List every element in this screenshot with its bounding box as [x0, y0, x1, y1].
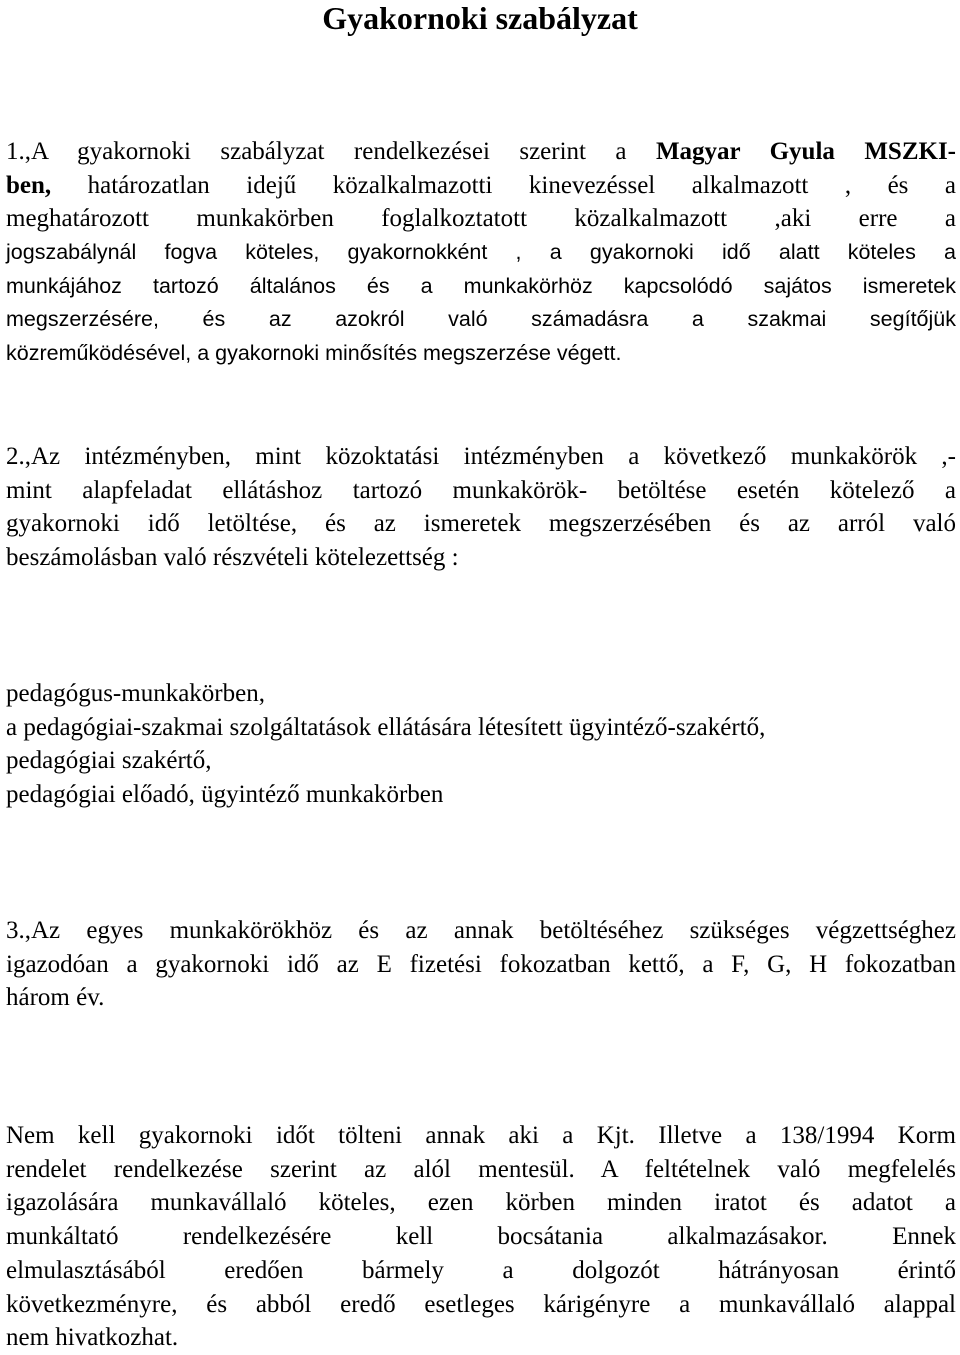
- list-item: pedagógus-munkakörben,: [6, 680, 265, 707]
- paragraph-1-line: [6, 169, 956, 203]
- paragraph-4-line: rendelet rendelkezése szerint az alól mentesül. A feltételnek való megfelelés: [6, 1155, 956, 1183]
- list-item: pedagógiai előadó, ügyintéző munkakörben: [6, 781, 444, 809]
- paragraph-1-line: megszerzésére, és az azokról való számadásra a szakmai segítőjük: [6, 307, 956, 332]
- paragraph-1-line: meghatározott munkakörben foglalkoztatott közalkalmazott ,aki erre a: [6, 205, 956, 233]
- paragraph-4-line: nem hivatkozhat.: [6, 1324, 179, 1352]
- paragraph-4-line: következményre, és abból eredő esetleges kárigényre a munkavállaló alappal: [6, 1290, 956, 1318]
- organization-name: Magyar Gyula MSZKI-: [655, 138, 956, 165]
- list-item: pedagógiai szakértő,: [6, 747, 212, 775]
- paragraph-4-line: elmulasztásából eredően bármely a dolgozót hátrányosan érintő: [6, 1256, 956, 1284]
- paragraph-1-line: közreműködésével, a gyakornoki minősítés megszerzése végett.: [6, 341, 622, 366]
- paragraph-1-text: határozatlan idejű közalkalmazotti kinevezéssel alkalmazott , és a: [51, 171, 956, 199]
- paragraph-1-line: [6, 135, 956, 169]
- document-title: Gyakornoki szabályzat: [322, 0, 638, 36]
- paragraph-2: [6, 440, 956, 575]
- paragraph-3-line: három év.: [6, 984, 105, 1012]
- paragraph-2-line: 2.,Az intézményben, mint közoktatási intézményben a következő munkakörök ,-: [6, 443, 956, 470]
- paragraph-2-line: mint alapfeladat ellátáshoz tartozó munkakörök- betöltése esetén kötelező a: [6, 476, 956, 504]
- paragraph-2-line: beszámolásban való részvételi kötelezettség :: [6, 544, 459, 572]
- paragraph-2-line: gyakornoki idő letöltése, és az ismeretek megszerzésében és az arról való: [6, 510, 956, 538]
- paragraph-3-line: igazodóan a gyakornoki idő az E fizetési fokozatban kettő, a F, G, H fokozatban: [6, 950, 956, 978]
- paragraph-1-line: munkájához tartozó általános és a munkakörhöz kapcsolódó sajátos ismeretek: [6, 273, 956, 298]
- paragraph-4: [6, 1119, 956, 1355]
- paragraph-3: [6, 914, 956, 1015]
- paragraph-4-line: igazolására munkavállaló köteles, ezen körben minden iratot és adatot a: [6, 1189, 956, 1217]
- paragraph-3-line: 3.,Az egyes munkakörökhöz és az annak betöltéséhez szükséges végzettséghez: [6, 917, 956, 944]
- paragraph-1-continued: [6, 236, 956, 371]
- list-item: a pedagógiai-szakmai szolgáltatások ellátására létesített ügyintéző-szakértő,: [6, 713, 766, 741]
- paragraph-1: [6, 135, 956, 236]
- paragraph-4-line: munkáltató rendelkezésére kell bocsátania alkalmazásakor. Ennek: [6, 1223, 956, 1251]
- paragraph-4-line: Nem kell gyakornoki időt tölteni annak aki a Kjt. Illetve a 138/1994 Korm: [6, 1122, 956, 1149]
- organization-name-suffix: ben,: [6, 171, 52, 199]
- paragraph-1-text: 1.,A gyakornoki szabályzat rendelkezései szerint a: [6, 138, 656, 165]
- paragraph-1-line: jogszabálynál fogva köteles, gyakornokként , a gyakornoki idő alatt köteles a: [6, 240, 956, 264]
- position-list: [6, 677, 956, 812]
